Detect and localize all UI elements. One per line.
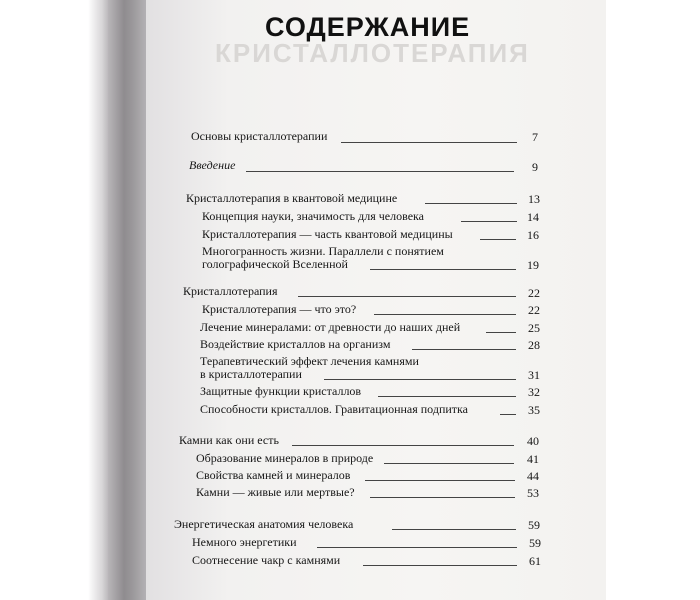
toc-page-number: 32	[528, 385, 540, 399]
toc-entry-continuation: в кристаллотерапии	[200, 367, 302, 381]
toc-entry: Камни как они есть	[179, 433, 279, 447]
toc-entry: Немного энергетики	[192, 535, 297, 549]
toc-entry: Кристаллотерапия в квантовой медицине	[186, 191, 398, 205]
toc-page-number: 44	[527, 469, 539, 483]
toc-leader	[392, 529, 516, 530]
toc-entry: Воздействие кристаллов на организм	[200, 337, 391, 351]
toc-page-number: 31	[528, 368, 540, 382]
book-gutter	[108, 0, 148, 600]
toc-entry: Основы кристаллотерапии	[191, 129, 328, 143]
toc-page-number: 7	[532, 130, 538, 144]
toc-page-number: 25	[528, 321, 540, 335]
toc-leader	[363, 565, 517, 566]
toc-entry: Введение	[189, 158, 236, 172]
toc-entry: Лечение минералами: от древности до наших дней	[200, 320, 461, 334]
toc-page-number: 59	[528, 518, 540, 532]
toc-entry: Образование минералов в природе	[196, 451, 374, 465]
toc-leader	[298, 296, 516, 297]
toc-entry-continuation: голографической Вселенной	[202, 257, 348, 271]
toc-page-number: 9	[532, 160, 538, 174]
toc-leader	[412, 349, 516, 350]
toc-page-number: 19	[527, 258, 539, 272]
toc-page-number: 22	[528, 303, 540, 317]
toc-entry: Свойства камней и минералов	[196, 468, 351, 482]
toc-leader	[378, 396, 516, 397]
toc-entry: Камни — живые или мертвые?	[196, 485, 355, 499]
toc-leader	[292, 445, 514, 446]
toc-leader	[365, 480, 515, 481]
toc-page-number: 61	[529, 554, 541, 568]
toc-page-number: 28	[528, 338, 540, 352]
toc-leader	[374, 314, 516, 315]
toc-entry: Кристаллотерапия — что это?	[202, 302, 357, 316]
toc-page-number: 35	[528, 403, 540, 417]
toc-entry: Защитные функции кристаллов	[200, 384, 362, 398]
toc-entry: Способности кристаллов. Гравитационная подпитка	[200, 402, 469, 416]
toc-page-number: 13	[528, 192, 540, 206]
toc-leader	[425, 203, 517, 204]
toc-page-number: 16	[527, 228, 539, 242]
toc-leader	[246, 171, 514, 172]
toc-page-number: 14	[527, 210, 539, 224]
toc-leader	[324, 379, 516, 380]
toc-leader	[317, 547, 517, 548]
toc-leader	[370, 269, 516, 270]
ghost-heading: КРИСТАЛЛОТЕРАПИЯ	[215, 38, 530, 68]
toc-page-number: 59	[529, 536, 541, 550]
toc-entry: Кристаллотерапия	[183, 284, 278, 298]
toc-leader	[370, 497, 515, 498]
background-right	[606, 0, 700, 600]
toc-leader	[341, 142, 517, 143]
toc-page-number: 40	[527, 434, 539, 448]
toc-page-number: 41	[527, 452, 539, 466]
toc-leader	[384, 463, 514, 464]
toc-entry: Терапевтический эффект лечения камнями	[200, 354, 419, 368]
toc-entry: Соотнесение чакр с камнями	[192, 553, 341, 567]
toc-entry: Кристаллотерапия — часть квантовой медицины	[202, 227, 453, 241]
toc-entry: Многогранность жизни. Параллели с понятием	[202, 244, 444, 258]
toc-page-number: 22	[528, 286, 540, 300]
page-shadow	[88, 0, 108, 600]
toc-entry: Энергетическая анатомия человека	[174, 517, 354, 531]
toc-entry: Концепция науки, значимость для человека	[202, 209, 425, 223]
toc-page-number: 53	[527, 486, 539, 500]
page-title: СОДЕРЖАНИЕ	[265, 12, 471, 42]
